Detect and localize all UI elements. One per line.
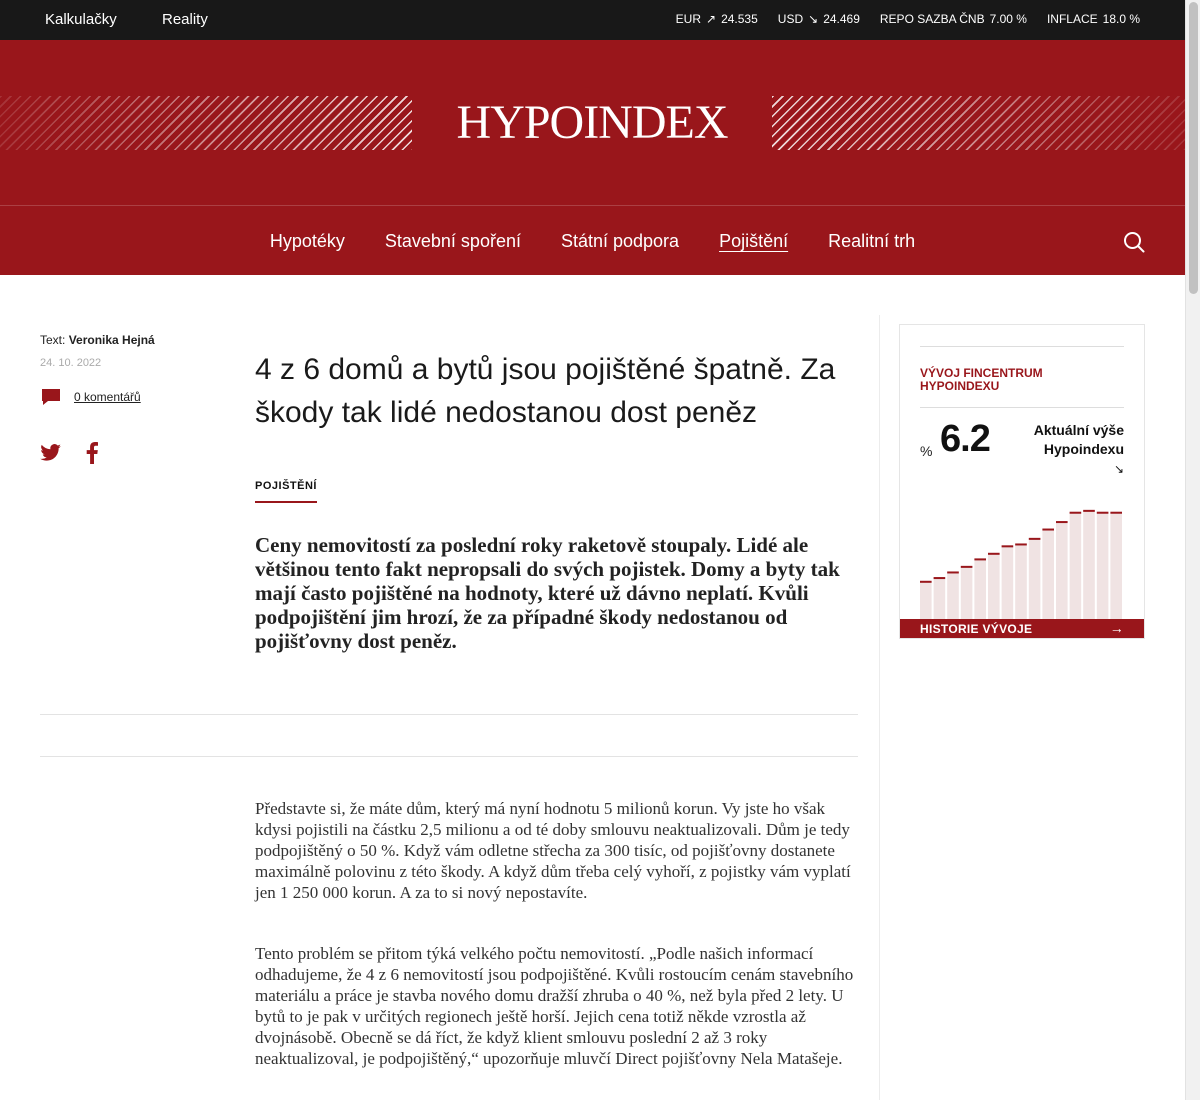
comments-count[interactable]: 0 komentářů <box>74 390 141 404</box>
chart-bar <box>1110 512 1122 620</box>
chart-bar <box>1056 521 1068 620</box>
hypoindex-widget <box>899 324 1145 639</box>
nav-item-statni-podpora[interactable]: Státní podpora <box>560 230 680 251</box>
chart-bar <box>961 566 973 620</box>
chart-bar-top <box>934 577 946 579</box>
nav-item-stavebni-sporeni[interactable]: Stavební spoření <box>384 230 521 251</box>
chart-bar <box>1015 543 1027 620</box>
topbar-link-reality[interactable]: Reality <box>162 11 208 28</box>
chart-bar <box>920 581 932 620</box>
divider <box>40 714 858 715</box>
article-meta <box>40 333 230 464</box>
article-paragraph: Tento problém se přitom týká velkého počtu nemovitostí. „Podle našich informací odhadujeme, že 4 z 6 nemovitostí jsou podpojištěné. Kvůli rostoucím cenám stavebního materiálu a práce je stavba nového domu dražší zhruba o 40 %, než byla před 2 lety. U bytů to je pak v určitých regionech ještě horší. Jejich cena totiž někde vzrostla až dvojnásobě. Obecně se dá říct, že když klient smlouvu poslední 2 až 3 roky neaktualizoval, je podpojištěný,“ upozorňuje mluvčí Direct pojišťovny Nela Matašeje. <box>255 944 854 1068</box>
arrow-down-right-icon: ↘ <box>1113 462 1124 476</box>
twitter-icon[interactable] <box>40 444 62 462</box>
site-header <box>0 40 1185 205</box>
chart-bar <box>1097 512 1109 620</box>
chart-bar <box>1029 538 1041 620</box>
rate-repo-label: REPO SAZBA ČNB <box>879 12 985 26</box>
chart-bar <box>974 558 986 620</box>
author-name[interactable]: Veronika Hejná <box>68 333 155 347</box>
rate-inflation <box>1047 12 1140 26</box>
rate-repo <box>880 12 1027 26</box>
chart-bar <box>1042 529 1054 620</box>
nav-item-realitni-trh[interactable]: Realitní trh <box>828 230 916 251</box>
rate-usd-label: USD <box>777 12 804 26</box>
main-nav <box>0 205 1185 275</box>
chart-bar <box>1002 545 1014 620</box>
rate-eur <box>676 12 758 26</box>
site-logo[interactable]: HYPOINDEX <box>456 96 728 149</box>
chart-bar-top <box>974 558 986 560</box>
article-title: 4 z 6 domů a bytů jsou pojištěné špatně. Za škody tak lidé nedostanou dost peněz <box>255 353 836 429</box>
arrow-right-icon: → <box>1109 620 1124 636</box>
facebook-icon[interactable] <box>86 442 98 464</box>
chart-bar <box>1083 510 1095 620</box>
chart-bar-top <box>1070 512 1082 514</box>
chart-bar <box>934 577 946 620</box>
chart-bar-top <box>988 553 1000 555</box>
author-line <box>40 333 230 347</box>
widget-caption: Aktuální výše Hypoindexu <box>1033 422 1124 457</box>
nav-item-hypoteky[interactable]: Hypotéky <box>269 230 345 251</box>
topbar-link-calculators[interactable]: Kalkulačky <box>45 11 117 28</box>
chart-bar-top <box>1097 512 1109 514</box>
rate-repo-value: 7.00 % <box>989 12 1027 26</box>
rate-usd <box>778 12 860 26</box>
chart-bar-top <box>1110 512 1122 514</box>
chart-bar <box>1070 512 1082 620</box>
rates-ticker <box>676 12 1140 26</box>
chart-bar-top <box>1056 521 1068 523</box>
scrollbar-thumb[interactable] <box>1189 2 1198 294</box>
rate-usd-value: 24.469 <box>823 12 860 26</box>
widget-current-value: 6.2 <box>940 418 990 460</box>
social-share <box>40 442 230 464</box>
chart-bar-top <box>920 581 932 583</box>
publish-date: 24. 10. 2022 <box>40 357 102 369</box>
chart-bar-top <box>1042 529 1054 531</box>
article-paragraph: Představte si, že máte dům, který má nyní hodnotu 5 milionů korun. Vy jste ho však kdysi pojistili na částku 2,5 milionu a od té doby smlouvu neaktualizovali. Dům je tedy podpojištěný o 50 %. Když vám odletne střecha za 300 tisíc, od pojišťovny dostanete maximálně polovinu z této škody. A když dům třeba celý vyhoří, z pojistky vám vyplatí jen 1 250 000 korun. A za to si nový nepostavíte. <box>255 799 851 902</box>
article-perex: Ceny nemovitostí za poslední roky raketově stoupaly. Lidé ale většinou tento fakt nepropsali do svých pojistek. Domy a byty tak mají často pojištěné na hodnoty, které už dávno neplatí. Kvůli podpojištění jim hrozí, že za případné škody nedostanou od pojišťovny dost peněz. <box>255 533 840 653</box>
arrow-down-right-icon: ↘ <box>808 12 819 26</box>
chart-bar-top <box>1029 538 1041 540</box>
rate-eur-label: EUR <box>675 12 702 26</box>
author-prefix: Text: <box>40 333 66 347</box>
chart-bar <box>988 553 1000 620</box>
header-hatch-left <box>0 96 412 150</box>
widget-unit: % <box>920 443 933 459</box>
hypoindex-chart <box>920 480 1124 620</box>
search-icon[interactable] <box>1123 231 1145 253</box>
chart-bar <box>947 571 959 620</box>
chart-bar-top <box>947 571 959 573</box>
header-hatch-right <box>772 96 1185 150</box>
chart-bar-top <box>1083 510 1095 512</box>
sidebar-separator <box>879 315 880 1100</box>
chart-bar-top <box>1002 545 1014 547</box>
comments-link[interactable] <box>40 387 230 407</box>
top-bar <box>0 0 1185 40</box>
history-label: HISTORIE VÝVOJE <box>920 622 1033 636</box>
history-button[interactable] <box>900 619 1144 638</box>
rate-inflation-label: INFLACE <box>1046 12 1098 26</box>
widget-title: VÝVOJ FINCENTRUM HYPOINDEXU <box>920 346 1124 408</box>
chart-bar-top <box>961 566 973 568</box>
rate-inflation-value: 18.0 % <box>1102 12 1140 26</box>
chart-bar-top <box>1015 543 1027 545</box>
category-tag[interactable]: POJIŠTĚNÍ <box>255 480 317 503</box>
rate-eur-value: 24.535 <box>721 12 758 26</box>
arrow-up-right-icon: ↗ <box>706 12 717 26</box>
page-scrollbar[interactable] <box>1185 0 1200 1100</box>
divider <box>40 756 858 757</box>
comment-icon <box>40 387 62 407</box>
nav-item-pojisteni[interactable]: Pojištění <box>719 230 789 251</box>
